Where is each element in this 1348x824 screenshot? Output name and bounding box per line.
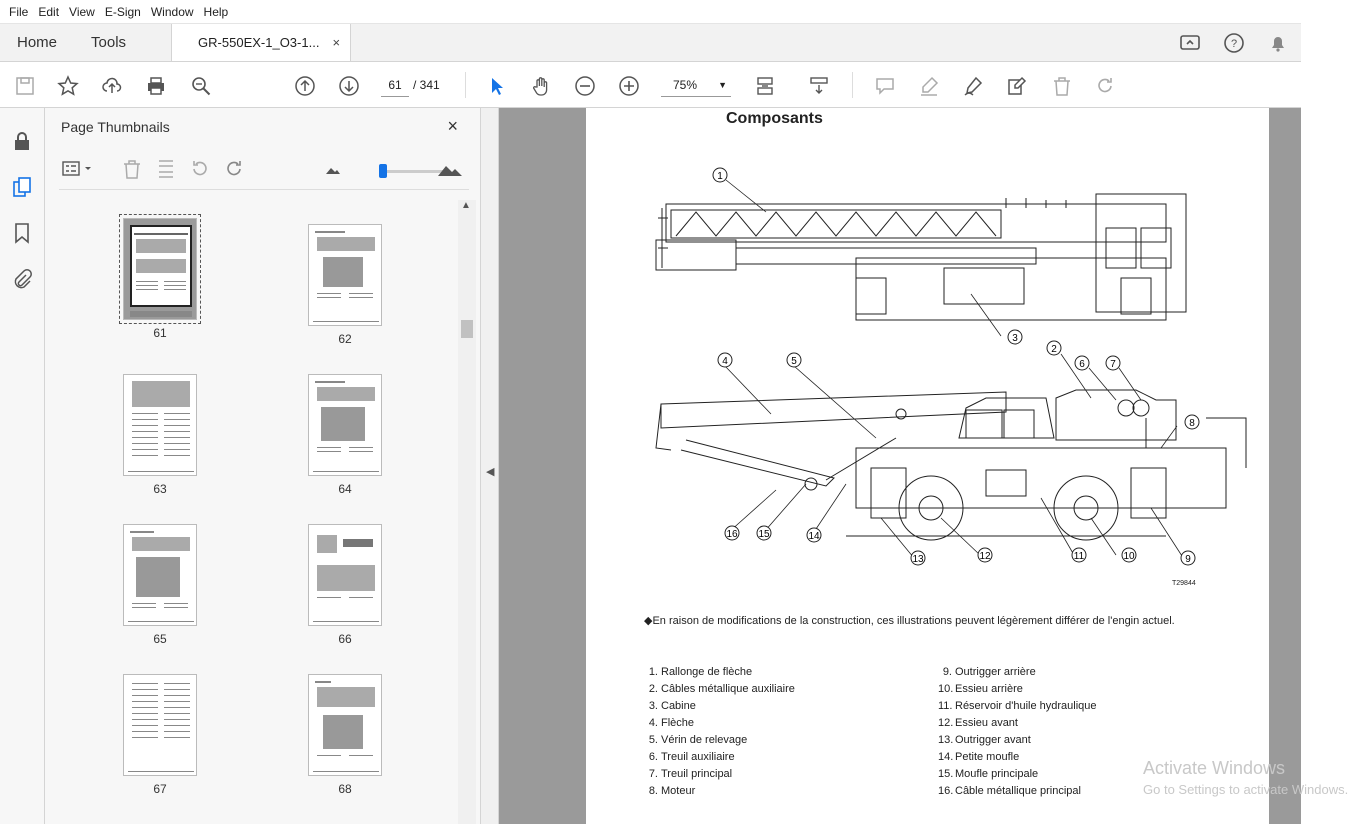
tab-document-label: GR-550EX-1_O3-1... bbox=[198, 35, 320, 50]
callout-12 bbox=[978, 548, 992, 562]
thumbnail-page-number: 64 bbox=[338, 482, 352, 496]
menu-edit[interactable]: Edit bbox=[38, 4, 60, 19]
zoom-level-select[interactable] bbox=[661, 73, 731, 97]
thumbnail-page[interactable] bbox=[308, 674, 382, 796]
panel-toolbar bbox=[59, 154, 469, 190]
legend-item: 1. Rallonge de flèche bbox=[648, 666, 753, 678]
rotate-left-icon[interactable] bbox=[189, 158, 211, 180]
previous-page-icon[interactable] bbox=[292, 73, 318, 99]
menu-file[interactable]: File bbox=[9, 4, 29, 19]
tab-bar bbox=[0, 24, 1301, 62]
callout-6 bbox=[1075, 356, 1089, 370]
thumbnail-page[interactable] bbox=[308, 374, 382, 496]
page-thumbnails-icon[interactable] bbox=[11, 176, 33, 198]
thumbnail-page[interactable] bbox=[123, 674, 197, 796]
tab-document[interactable] bbox=[171, 24, 351, 61]
activation-watermark-text: Go to Settings to activate Windows. bbox=[1143, 782, 1348, 797]
callout-7 bbox=[1106, 356, 1120, 370]
crane-diagram bbox=[586, 108, 1269, 608]
legend-item: 14. Petite moufle bbox=[938, 751, 1020, 763]
page-fit-icon[interactable] bbox=[752, 73, 778, 99]
thumbnail-page[interactable] bbox=[123, 374, 197, 496]
slider-knob[interactable] bbox=[379, 164, 387, 178]
callout-2 bbox=[1047, 341, 1061, 355]
page-total: / 341 bbox=[413, 78, 440, 92]
small-thumbnail-icon[interactable] bbox=[325, 158, 341, 180]
save-icon[interactable] bbox=[12, 73, 38, 99]
legend-item: 10. Essieu arrière bbox=[938, 683, 1023, 695]
collapse-panel-icon[interactable]: ◀ bbox=[486, 466, 495, 478]
panel-splitter[interactable] bbox=[481, 108, 499, 824]
svg-text:?: ? bbox=[1230, 38, 1238, 50]
bookmark-star-icon[interactable] bbox=[55, 73, 81, 99]
callout-number: 3 bbox=[1012, 333, 1018, 344]
tab-home[interactable]: Home bbox=[17, 34, 58, 51]
comment-icon[interactable] bbox=[872, 73, 898, 99]
close-panel-icon[interactable]: × bbox=[447, 116, 458, 136]
legend-item: 6. Treuil auxiliaire bbox=[648, 751, 735, 763]
crane-top-view bbox=[656, 194, 1186, 320]
scroll-mode-icon[interactable] bbox=[806, 73, 832, 99]
callout-number: 2 bbox=[1051, 344, 1057, 355]
left-rail bbox=[0, 108, 45, 824]
legend-item: 8. Moteur bbox=[648, 785, 696, 797]
thumbnail-page-number: 66 bbox=[338, 632, 352, 646]
legend-item: 13. Outrigger avant bbox=[938, 734, 1031, 746]
close-tab-icon[interactable]: × bbox=[332, 35, 341, 50]
callout-9 bbox=[1181, 551, 1195, 565]
callout-number: 9 bbox=[1185, 554, 1191, 565]
legend-item: 15. Moufle principale bbox=[938, 768, 1039, 780]
scroll-up-icon[interactable]: ▲ bbox=[461, 200, 471, 211]
share-screen-icon[interactable] bbox=[1179, 32, 1201, 54]
callout-number: 8 bbox=[1189, 418, 1195, 429]
callout-number: 14 bbox=[808, 531, 820, 542]
thumbnail-page[interactable] bbox=[123, 524, 197, 646]
thumbnails-scrollbar[interactable] bbox=[458, 200, 476, 824]
delete-trash-icon[interactable] bbox=[1049, 73, 1075, 99]
thumbnail-page[interactable] bbox=[308, 224, 382, 346]
legend-item: 16. Câble métallique principal bbox=[938, 785, 1081, 797]
thumbnail-options-icon[interactable] bbox=[61, 158, 95, 180]
zoom-search-icon[interactable] bbox=[188, 73, 214, 99]
edit-text-icon[interactable] bbox=[1004, 73, 1030, 99]
callout-number: 4 bbox=[722, 356, 728, 367]
thumbnail-page-number: 65 bbox=[153, 632, 167, 646]
thumbnail-page[interactable] bbox=[123, 218, 197, 340]
disclaimer-note: ◆En raison de modifications de la construction, ces illustrations peuvent légèrement différer de l'engin actuel. bbox=[644, 615, 1175, 627]
legend-item: 4. Flèche bbox=[648, 717, 695, 729]
attachment-paperclip-icon[interactable] bbox=[11, 268, 33, 290]
thumbnail-size-slider[interactable] bbox=[379, 170, 443, 173]
activation-watermark-title: Activate Windows bbox=[1143, 758, 1286, 778]
callout-number: 15 bbox=[758, 529, 770, 540]
menu-bar bbox=[0, 0, 1301, 24]
legend-item: 7. Treuil principal bbox=[648, 768, 733, 780]
page-title: Composants bbox=[726, 110, 823, 127]
chevron-down-icon: ▼ bbox=[718, 80, 727, 90]
thumbnail-page-number: 62 bbox=[338, 332, 352, 346]
legend-item: 9. Outrigger arrière bbox=[942, 666, 1036, 678]
thumbnail-list bbox=[45, 198, 458, 824]
help-icon[interactable] bbox=[1223, 32, 1245, 54]
document-page bbox=[586, 108, 1269, 824]
upload-cloud-icon[interactable] bbox=[99, 73, 125, 99]
thumbnail-page-number: 63 bbox=[153, 482, 167, 496]
callout-14 bbox=[807, 528, 821, 542]
legend-item: 12. Essieu avant bbox=[938, 717, 1018, 729]
next-page-icon[interactable] bbox=[336, 73, 362, 99]
thumbnail-page-number: 61 bbox=[153, 326, 167, 340]
highlight-pen-icon[interactable] bbox=[916, 73, 942, 99]
callout-3 bbox=[1008, 330, 1022, 344]
callout-number: 10 bbox=[1123, 551, 1135, 562]
panel-title: Page Thumbnails bbox=[61, 119, 170, 135]
legend-item: 3. Cabine bbox=[648, 700, 696, 712]
thumbnail-page-number: 67 bbox=[153, 782, 167, 796]
bookmark-icon[interactable] bbox=[11, 222, 33, 244]
lock-icon[interactable] bbox=[11, 130, 33, 152]
redo-icon[interactable] bbox=[1092, 73, 1118, 99]
callout-1 bbox=[713, 168, 727, 182]
callout-15 bbox=[757, 526, 771, 540]
legend-item: 5. Vérin de relevage bbox=[648, 734, 748, 746]
menu-help[interactable]: Help bbox=[203, 4, 229, 19]
callout-number: 11 bbox=[1073, 551, 1085, 562]
page-number-input[interactable]: 61 bbox=[381, 73, 409, 97]
zoom-out-icon[interactable] bbox=[572, 73, 598, 99]
sign-pen-icon[interactable] bbox=[960, 73, 986, 99]
select-cursor-icon[interactable] bbox=[484, 73, 510, 99]
document-viewer bbox=[499, 108, 1348, 824]
menu-view[interactable]: View bbox=[69, 4, 95, 19]
extract-page-icon[interactable] bbox=[155, 158, 177, 180]
figure-code: T29844 bbox=[1172, 580, 1196, 587]
zoom-level-value: 75% bbox=[673, 78, 698, 92]
callout-4 bbox=[718, 353, 732, 367]
thumbnails-panel bbox=[45, 108, 481, 824]
scrollbar-thumb[interactable] bbox=[461, 320, 473, 338]
main-toolbar bbox=[0, 62, 1301, 108]
large-thumbnail-icon[interactable] bbox=[437, 158, 463, 180]
callout-10 bbox=[1122, 548, 1136, 562]
callout-number: 1 bbox=[717, 171, 723, 182]
callout-8 bbox=[1185, 415, 1199, 429]
callout-number: 5 bbox=[791, 356, 797, 367]
callout-11 bbox=[1072, 548, 1086, 562]
rotate-right-icon[interactable] bbox=[223, 158, 245, 180]
legend-left bbox=[644, 664, 795, 800]
legend-item: 11. Réservoir d'huile hydraulique bbox=[938, 700, 1097, 712]
callout-number: 16 bbox=[726, 529, 738, 540]
menu-window[interactable]: Window bbox=[150, 4, 194, 19]
thumbnail-page-number: 68 bbox=[338, 782, 352, 796]
thumbnail-page[interactable] bbox=[308, 524, 382, 646]
callout-16 bbox=[725, 526, 739, 540]
callout-number: 13 bbox=[912, 554, 924, 565]
notification-bell-icon[interactable] bbox=[1267, 32, 1289, 54]
callout-13 bbox=[911, 551, 925, 565]
zoom-in-icon[interactable] bbox=[616, 73, 642, 99]
callout-number: 6 bbox=[1079, 359, 1085, 370]
callout-number: 7 bbox=[1110, 359, 1116, 370]
hand-tool-icon[interactable] bbox=[528, 73, 554, 99]
legend-item: 2. Câbles métallique auxiliaire bbox=[648, 683, 795, 695]
callout-number: 12 bbox=[979, 551, 991, 562]
print-icon[interactable] bbox=[143, 73, 169, 99]
delete-page-icon[interactable] bbox=[121, 158, 143, 180]
callout-5 bbox=[787, 353, 801, 367]
menu-esign[interactable]: E-Sign bbox=[104, 4, 141, 19]
tab-tools[interactable]: Tools bbox=[91, 34, 127, 51]
legend-right bbox=[938, 664, 1097, 800]
